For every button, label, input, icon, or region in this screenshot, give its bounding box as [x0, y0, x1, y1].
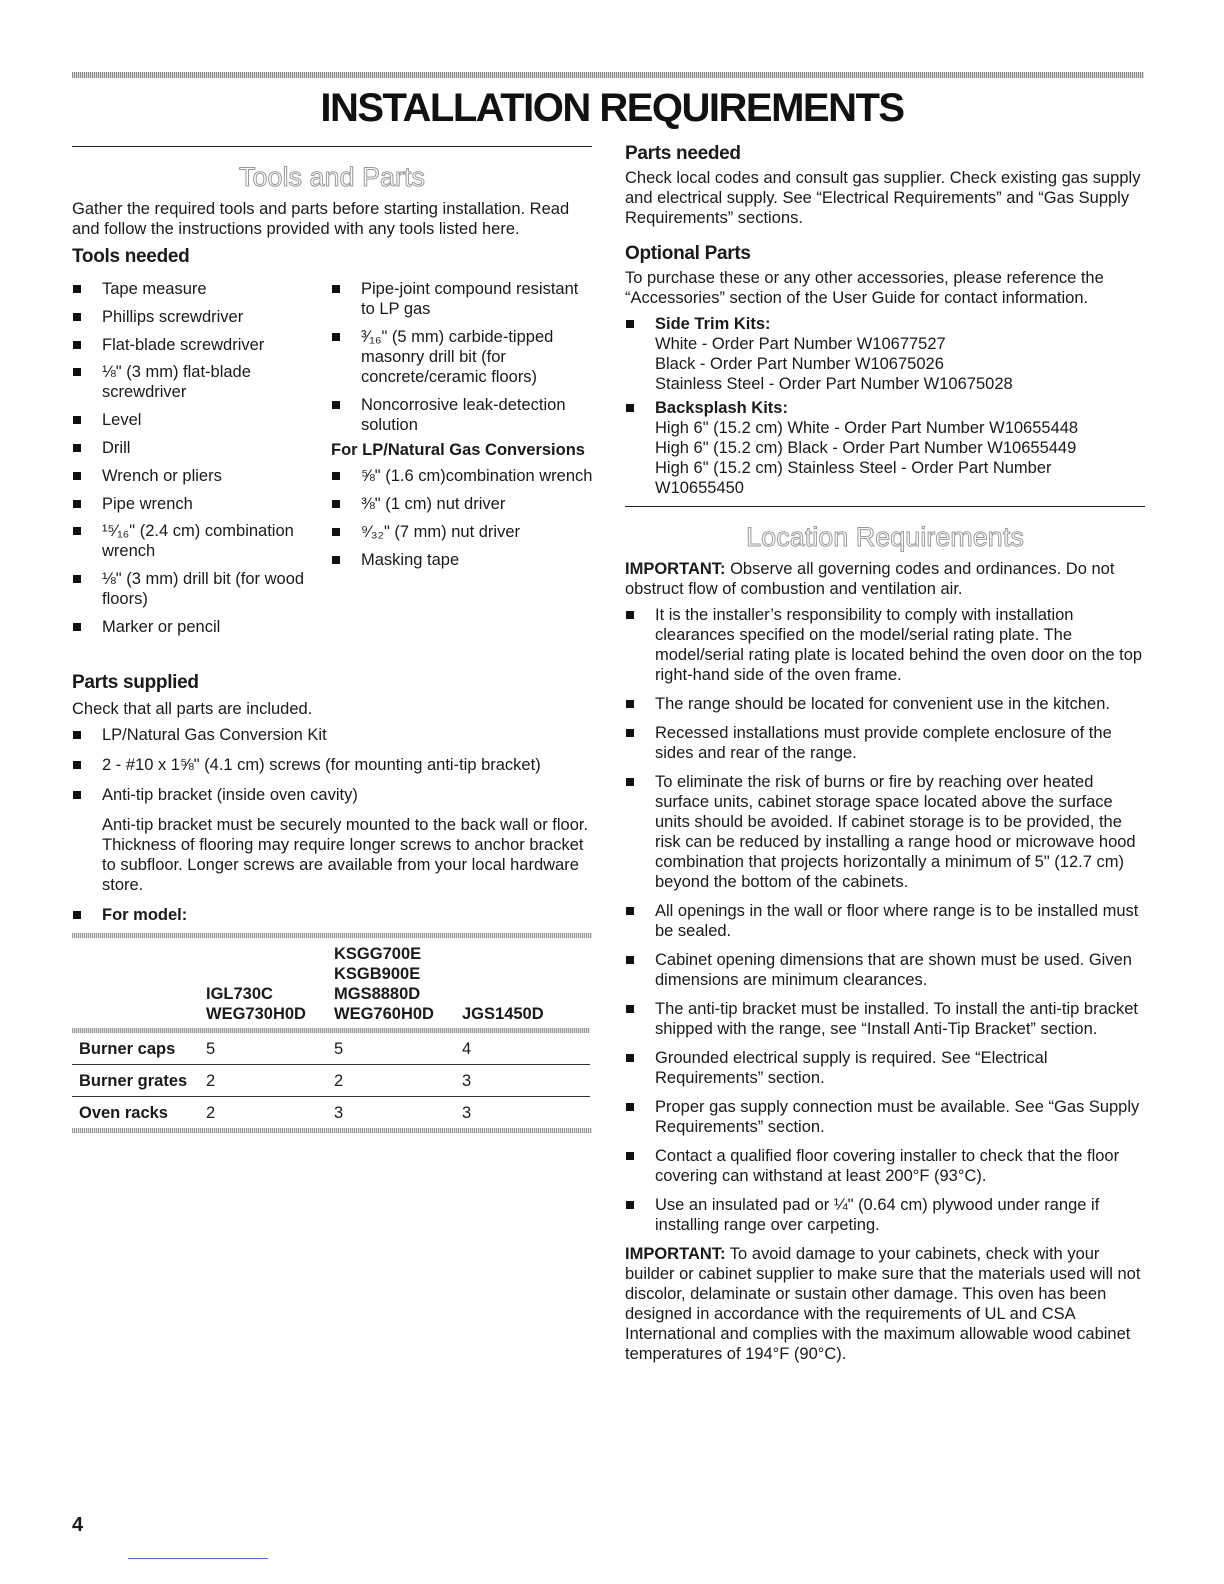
- cell: 3: [462, 1104, 472, 1122]
- row-label: Oven racks: [79, 1104, 168, 1122]
- for-model-list: [72, 905, 592, 925]
- list-item: The range should be located for convenient use in the kitchen.: [625, 694, 1145, 714]
- model-number: JGS1450D: [462, 1005, 544, 1023]
- list-item: All openings in the wall or floor where range is to be installed must be sealed.: [625, 901, 1145, 941]
- list-item: ³⁄₁₆" (5 mm) carbide-tipped masonry drill bit (for concrete/ceramic floors): [331, 327, 596, 387]
- part-line: High 6" (15.2 cm) Black - Order Part Number W10655449: [655, 439, 1077, 457]
- part-line: Black - Order Part Number W10675026: [655, 355, 944, 373]
- parts-needed-text: Check local codes and consult gas supplier. Check existing gas supply and electrical supply. See “Electrical Requirements” and “Gas Supply Requirements” sections.: [625, 169, 1141, 227]
- list-item: The anti-tip bracket must be installed. To install the anti-tip bracket shipped with the range, see “Install Anti-Tip Bracket” section.: [625, 999, 1145, 1039]
- backsplash-label: Backsplash Kits:: [655, 399, 788, 417]
- list-item: Level: [72, 410, 322, 430]
- cell: 2: [206, 1065, 334, 1097]
- for-model-label: For model:: [72, 905, 592, 925]
- list-item: Pipe wrench: [72, 494, 322, 514]
- list-item: ⅝" (1.6 cm)combination wrench: [331, 466, 596, 486]
- list-item: Anti-tip bracket (inside oven cavity): [72, 785, 592, 805]
- list-item: To eliminate the risk of burns or fire by reaching over heated surface units, cabinet storage space located above the surface units should be avoided. If cabinet storage is to be provided, the risk can be reduced by installing a range hood or microwave hood combination that projects horizontally a minimum of 5" (12.7 cm) beyond the bottom of the cabinets.: [625, 772, 1145, 892]
- important-label: IMPORTANT:: [625, 559, 726, 578]
- list-item: ⅛" (3 mm) flat-blade screwdriver: [72, 362, 322, 402]
- list-item: Phillips screwdriver: [72, 307, 322, 327]
- list-item: Pipe-joint compound resistant to LP gas: [331, 279, 596, 319]
- important-text: To avoid damage to your cabinets, check with your builder or cabinet supplier to make sure that the materials used will not discolor, delaminate or sustain other damage. This oven has been designed in accordance with the requirements of UL and CSA International and complies with the maximum allowable wood cabinet temperatures of 194°F (90°C).: [625, 1244, 1141, 1363]
- location-important: [625, 559, 1145, 599]
- part-line: High 6" (15.2 cm) Stainless Steel - Order Part Number W10655450: [655, 459, 1052, 497]
- list-item: Recessed installations must provide complete enclosure of the sides and rear of the range.: [625, 723, 1145, 763]
- side-trim-label: Side Trim Kits:: [655, 315, 771, 333]
- conversion-tools-list: [331, 466, 596, 569]
- table-bottom-rule: [72, 1128, 592, 1133]
- list-item: ⅜" (1 cm) nut driver: [331, 494, 596, 514]
- tools-column-2: [331, 279, 596, 578]
- page-title: INSTALLATION REQUIREMENTS: [320, 86, 904, 130]
- cell: 2: [334, 1065, 462, 1097]
- part-line: Stainless Steel - Order Part Number W10675028: [655, 375, 1013, 393]
- section-rule: [625, 506, 1145, 507]
- parts-supplied-heading: Parts supplied: [72, 672, 199, 693]
- table-header-col3: [462, 938, 590, 1024]
- row-label: Burner grates: [72, 1065, 206, 1097]
- row-label: Burner caps: [72, 1033, 206, 1065]
- table-row: [72, 1033, 590, 1065]
- list-item: Proper gas supply connection must be available. See “Gas Supply Requirements” section.: [625, 1097, 1145, 1137]
- list-item: Drill: [72, 438, 322, 458]
- location-list: [625, 605, 1145, 1235]
- side-trim-kits: [625, 314, 1145, 394]
- location-important-2: [625, 1244, 1145, 1364]
- model-number: KSGG700E: [334, 945, 422, 963]
- section-rule: [72, 146, 592, 147]
- optional-parts-list: [625, 314, 1145, 498]
- footer-link-line: [128, 1558, 268, 1559]
- list-item: Contact a qualified floor covering installer to check that the floor covering can withstand at least 200°F (93°C).: [625, 1146, 1145, 1186]
- list-item: Marker or pencil: [72, 617, 322, 637]
- optional-parts-heading: Optional Parts: [625, 243, 751, 264]
- list-item: Masking tape: [331, 550, 596, 570]
- cell: 3: [462, 1065, 590, 1097]
- model-number: MGS8880D: [334, 985, 421, 1003]
- part-line: High 6" (15.2 cm) White - Order Part Number W10655448: [655, 419, 1079, 437]
- parts-needed-heading: Parts needed: [625, 143, 741, 164]
- list-item: Wrench or pliers: [72, 466, 322, 486]
- list-item: ¹⁵⁄₁₆" (2.4 cm) combination wrench: [72, 521, 322, 561]
- important-text: Observe all governing codes and ordinances. Do not obstruct flow of combustion and ventilation air.: [625, 559, 1115, 598]
- list-item: 2 - #10 x 1⅝" (4.1 cm) screws (for mounting anti-tip bracket): [72, 755, 592, 775]
- tools-parts-heading: Tools and Parts: [238, 162, 426, 192]
- list-item: LP/Natural Gas Conversion Kit: [72, 725, 592, 745]
- list-item: Cabinet opening dimensions that are shown must be used. Given dimensions are minimum clearances.: [625, 950, 1145, 990]
- backsplash-kits: [625, 398, 1145, 498]
- list-item: Grounded electrical supply is required. See “Electrical Requirements” section.: [625, 1048, 1145, 1088]
- list-item: Tape measure: [72, 279, 322, 299]
- list-item: ⁹⁄₃₂" (7 mm) nut driver: [331, 522, 596, 542]
- parts-supplied-intro: Check that all parts are included.: [72, 700, 313, 718]
- cell: 4: [462, 1033, 590, 1065]
- model-number: IGL730C: [206, 985, 273, 1003]
- left-column: [72, 146, 592, 1133]
- model-number: WEG760H0D: [334, 1005, 434, 1023]
- tools-needed-heading: Tools needed: [72, 246, 190, 267]
- conversion-heading: For LP/Natural Gas Conversions: [331, 441, 585, 460]
- table-row: [72, 1065, 590, 1097]
- cell: 5: [206, 1033, 334, 1065]
- model-number: KSGB900E: [334, 965, 421, 983]
- table-header-empty: [72, 938, 206, 1024]
- tools-list: [72, 279, 592, 649]
- list-item: Use an insulated pad or ¼" (0.64 cm) plywood under range if installing range over carpeting.: [625, 1195, 1145, 1235]
- table-header-col1: [206, 938, 334, 1024]
- cell: 5: [334, 1033, 462, 1065]
- page-number: 4: [72, 1514, 84, 1536]
- right-column: [625, 142, 1145, 1364]
- model-parts-table: [72, 938, 590, 1128]
- list-item: Noncorrosive leak-detection solution: [331, 395, 596, 435]
- part-line: White - Order Part Number W10677527: [655, 335, 946, 353]
- optional-parts-text: To purchase these or any other accessories, please reference the “Accessories” section of the User Guide for contact information.: [625, 269, 1104, 307]
- parts-supplied-list: [72, 725, 592, 805]
- tools-intro: Gather the required tools and parts before starting installation. Read and follow the instructions provided with any tools listed here.: [72, 200, 570, 238]
- list-item: ⅛" (3 mm) drill bit (for wood floors): [72, 569, 322, 609]
- table-header-col2: [334, 938, 462, 1024]
- important-label: IMPORTANT:: [625, 1244, 726, 1263]
- tools-column-1: [72, 279, 322, 645]
- location-heading: Location Requirements: [746, 521, 1024, 552]
- tools-column-2-list: [331, 279, 596, 435]
- model-number: WEG730H0D: [206, 1005, 306, 1023]
- table-row: [72, 1097, 590, 1129]
- anti-tip-note: Anti-tip bracket must be securely mounted to the back wall or floor. Thickness of flooring may require longer screws to anchor bracket to subfloor. Longer screws are available from your local hardware store.: [102, 816, 589, 894]
- cell: 2: [206, 1104, 216, 1122]
- cell: 3: [334, 1104, 344, 1122]
- list-item: Flat-blade screwdriver: [72, 335, 322, 355]
- top-dither-rule: [72, 72, 1144, 78]
- list-item: It is the installer’s responsibility to comply with installation clearances specified on the model/serial rating plate. The model/serial rating plate is located behind the oven door on the top right-hand side of the oven frame.: [625, 605, 1145, 685]
